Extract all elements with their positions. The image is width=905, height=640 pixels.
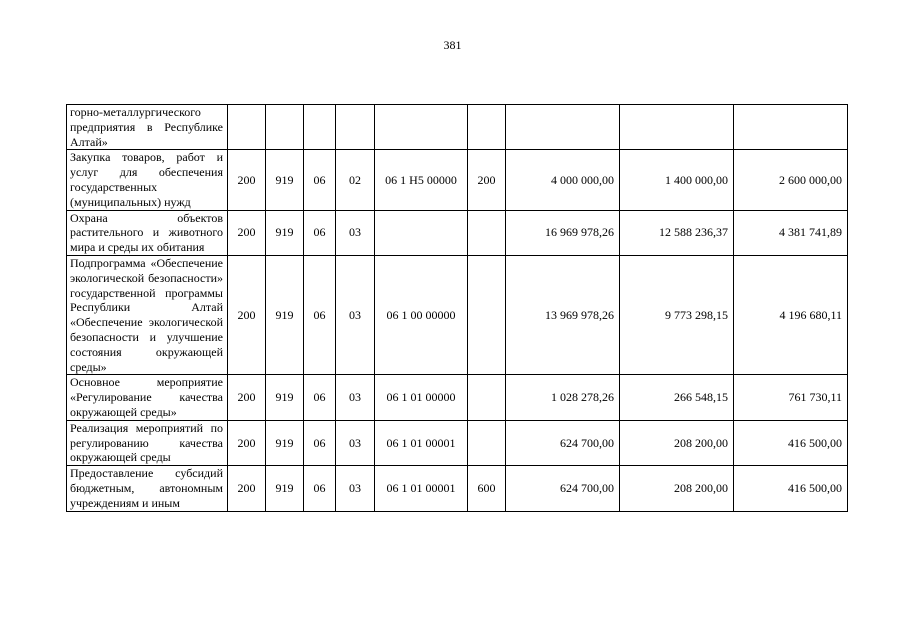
total-amount-cell: 1 028 278,26 xyxy=(506,375,620,420)
expense-type-cell: 600 xyxy=(468,466,506,511)
admin-code-cell: 200 xyxy=(228,255,266,374)
target-article-cell: 06 1 01 00001 xyxy=(375,466,468,511)
amount-part2-cell: 4 196 680,11 xyxy=(734,255,848,374)
expense-type-cell xyxy=(468,210,506,255)
amount-part2-cell: 761 730,11 xyxy=(734,375,848,420)
target-article-cell xyxy=(375,105,468,150)
row-name-cell: Охрана объектов растительного и животного мира и среды их обитания xyxy=(67,210,228,255)
total-amount-cell: 16 969 978,26 xyxy=(506,210,620,255)
total-amount-cell: 624 700,00 xyxy=(506,466,620,511)
total-amount-cell xyxy=(506,105,620,150)
expense-type-cell xyxy=(468,375,506,420)
section-code-cell: 06 xyxy=(304,420,336,465)
table-row xyxy=(67,210,848,255)
target-article-cell: 06 1 01 00001 xyxy=(375,420,468,465)
row-name-cell: Подпрограмма «Обеспечение экологической безопасности» государственной программы Республики Алтай «Обеспечение экологической безопасности и улучшение состояния окружающей среды» xyxy=(67,255,228,374)
admin-code-cell: 200 xyxy=(228,210,266,255)
table-row xyxy=(67,420,848,465)
admin-code-cell: 200 xyxy=(228,466,266,511)
admin-code-cell: 200 xyxy=(228,420,266,465)
total-amount-cell: 4 000 000,00 xyxy=(506,150,620,210)
amount-part2-cell: 416 500,00 xyxy=(734,420,848,465)
amount-part1-cell: 1 400 000,00 xyxy=(620,150,734,210)
amount-part2-cell: 2 600 000,00 xyxy=(734,150,848,210)
amount-part2-cell xyxy=(734,105,848,150)
subsection-code-cell: 03 xyxy=(336,375,375,420)
row-name-cell: Реализация мероприятий по регулированию качества окружающей среды xyxy=(67,420,228,465)
subsection-code-cell: 03 xyxy=(336,255,375,374)
expense-type-cell: 200 xyxy=(468,150,506,210)
amount-part2-cell: 4 381 741,89 xyxy=(734,210,848,255)
table-row xyxy=(67,105,848,150)
admin-code-cell xyxy=(228,105,266,150)
subsection-code-cell xyxy=(336,105,375,150)
row-name-cell: Основное мероприятие «Регулирование качества окружающей среды» xyxy=(67,375,228,420)
total-amount-cell: 624 700,00 xyxy=(506,420,620,465)
target-article-cell: 06 1 Н5 00000 xyxy=(375,150,468,210)
expense-type-cell xyxy=(468,105,506,150)
subsection-code-cell: 03 xyxy=(336,420,375,465)
target-article-cell: 06 1 01 00000 xyxy=(375,375,468,420)
amount-part1-cell: 208 200,00 xyxy=(620,420,734,465)
subsection-code-cell: 03 xyxy=(336,210,375,255)
row-name-cell: Предоставление субсидий бюджетным, автономным учреждениям и иным xyxy=(67,466,228,511)
table-row xyxy=(67,466,848,511)
row-name-cell: горно-металлургического предприятия в Республике Алтай» xyxy=(67,105,228,150)
ministry-code-cell xyxy=(266,105,304,150)
section-code-cell: 06 xyxy=(304,210,336,255)
total-amount-cell: 13 969 978,26 xyxy=(506,255,620,374)
amount-part1-cell: 12 588 236,37 xyxy=(620,210,734,255)
page-number: 381 xyxy=(443,38,462,52)
admin-code-cell: 200 xyxy=(228,150,266,210)
section-code-cell xyxy=(304,105,336,150)
section-code-cell: 06 xyxy=(304,375,336,420)
admin-code-cell: 200 xyxy=(228,375,266,420)
ministry-code-cell: 919 xyxy=(266,420,304,465)
amount-part1-cell xyxy=(620,105,734,150)
ministry-code-cell: 919 xyxy=(266,466,304,511)
table-row xyxy=(67,255,848,374)
target-article-cell xyxy=(375,210,468,255)
ministry-code-cell: 919 xyxy=(266,150,304,210)
ministry-code-cell: 919 xyxy=(266,375,304,420)
subsection-code-cell: 02 xyxy=(336,150,375,210)
amount-part1-cell: 266 548,15 xyxy=(620,375,734,420)
ministry-code-cell: 919 xyxy=(266,210,304,255)
expense-type-cell xyxy=(468,255,506,374)
table-row xyxy=(67,150,848,210)
section-code-cell: 06 xyxy=(304,466,336,511)
section-code-cell: 06 xyxy=(304,150,336,210)
row-name-cell: Закупка товаров, работ и услуг для обеспечения государственных (муниципальных) нужд xyxy=(67,150,228,210)
amount-part1-cell: 208 200,00 xyxy=(620,466,734,511)
budget-table xyxy=(66,104,848,512)
amount-part1-cell: 9 773 298,15 xyxy=(620,255,734,374)
expense-type-cell xyxy=(468,420,506,465)
table-row xyxy=(67,375,848,420)
subsection-code-cell: 03 xyxy=(336,466,375,511)
amount-part2-cell: 416 500,00 xyxy=(734,466,848,511)
ministry-code-cell: 919 xyxy=(266,255,304,374)
section-code-cell: 06 xyxy=(304,255,336,374)
target-article-cell: 06 1 00 00000 xyxy=(375,255,468,374)
